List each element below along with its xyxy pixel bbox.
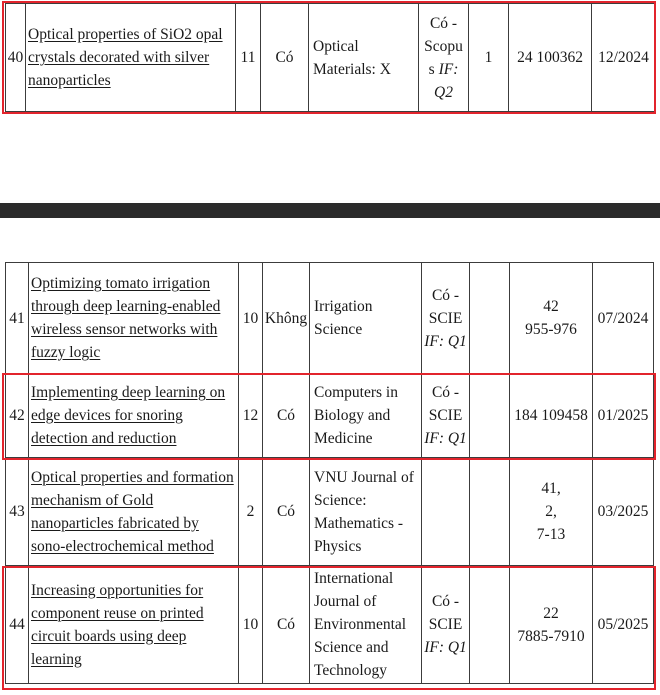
publish-date: 03/2025	[593, 458, 654, 566]
main-author-flag: Không	[263, 263, 310, 374]
extra-cell	[470, 566, 510, 684]
index-status	[422, 458, 470, 566]
extra-cell	[470, 374, 510, 458]
extra-cell	[470, 263, 510, 374]
main-author-flag: Có	[261, 4, 309, 112]
journal-name: Optical Materials: X	[309, 4, 419, 112]
row-number: 40	[6, 4, 26, 112]
table-row	[6, 4, 656, 112]
main-author-flag: Có	[263, 566, 310, 684]
row-number: 44	[6, 566, 29, 684]
publish-date: 07/2024	[593, 263, 654, 374]
main-author-flag: Có	[263, 374, 310, 458]
journal-name: Irrigation Science	[310, 263, 422, 374]
publish-date: 01/2025	[593, 374, 654, 458]
index-status: Có - SCIE IF: Q1	[422, 374, 470, 458]
author-count: 2	[239, 458, 263, 566]
main-author-flag: Có	[263, 458, 310, 566]
journal-name: International Journal of Environmental Science and Technology	[310, 566, 422, 684]
publish-date: 05/2025	[593, 566, 654, 684]
extra-cell	[470, 458, 510, 566]
index-status: Có - SCIE IF: Q1	[422, 566, 470, 684]
journal-name: VNU Journal of Science: Mathematics - Physics	[310, 458, 422, 566]
table-row	[6, 458, 654, 566]
row-number: 41	[6, 263, 29, 374]
paper-title[interactable]: Optimizing tomato irrigation through deep learning-enabled wireless sensor networks with fuzzy logic	[29, 263, 239, 374]
volume-pages: 22 7885-7910	[510, 566, 593, 684]
publication-table	[5, 262, 654, 684]
volume-pages: 24 100362	[509, 4, 592, 112]
page-divider	[0, 203, 660, 218]
paper-title[interactable]: Optical properties and formation mechanism of Gold nanoparticles fabricated by sono-electrochemical method	[29, 458, 239, 566]
author-count: 12	[239, 374, 263, 458]
extra-count: 1	[469, 4, 509, 112]
paper-title[interactable]: Increasing opportunities for component reuse on printed circuit boards using deep learning	[29, 566, 239, 684]
table-row	[6, 566, 654, 684]
volume-pages: 41, 2, 7-13	[510, 458, 593, 566]
index-status: Có - Scopu s IF: Q2	[419, 4, 469, 112]
journal-name: Computers in Biology and Medicine	[310, 374, 422, 458]
paper-title[interactable]: Optical properties of SiO2 opal crystals decorated with silver nanoparticles	[26, 4, 236, 112]
publish-date: 12/2024	[592, 4, 656, 112]
volume-pages: 184 109458	[510, 374, 593, 458]
author-count: 11	[236, 4, 261, 112]
author-count: 10	[239, 263, 263, 374]
table-row	[6, 374, 654, 458]
author-count: 10	[239, 566, 263, 684]
table-row	[6, 263, 654, 374]
index-status: Có - SCIE IF: Q1	[422, 263, 470, 374]
row-number: 43	[6, 458, 29, 566]
publication-table-top	[5, 3, 656, 112]
volume-pages: 42 955-976	[510, 263, 593, 374]
row-number: 42	[6, 374, 29, 458]
paper-title[interactable]: Implementing deep learning on edge devices for snoring detection and reduction	[29, 374, 239, 458]
